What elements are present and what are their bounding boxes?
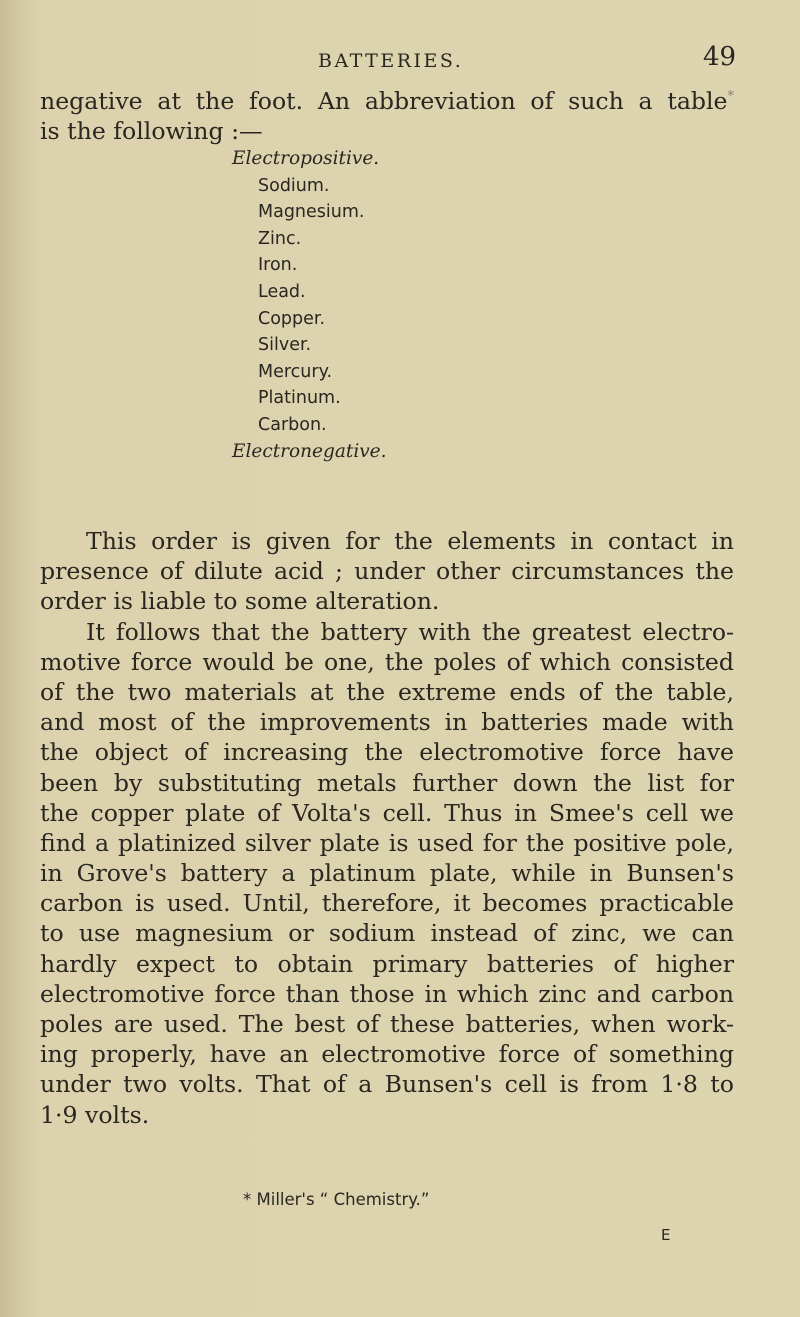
intro-line-1: negative at the foot. An abbreviation of such a table*	[40, 87, 734, 115]
paragraph-line: order is liable to some alteration.	[40, 587, 440, 616]
footnote: * Miller's “ Chemistry.”	[243, 1190, 430, 1209]
paragraph-line: hardly expect to obtain primary batteries of higher	[40, 949, 734, 978]
running-head: BATTERIES.	[318, 50, 464, 72]
paragraph-line: poles are used. The best of these batteries, when work-	[40, 1010, 734, 1038]
paragraph-line: under two volts. That of a Bunsen's cell is from 1·8 to	[40, 1070, 734, 1099]
paragraph-line: It follows that the battery with the greatest electro-	[86, 617, 734, 646]
paragraph-line: been by substituting metals further down the list for	[40, 768, 734, 797]
footnote-mark: *	[727, 89, 734, 105]
page-number: 49	[703, 42, 737, 72]
electrochemical-series-table	[232, 146, 387, 465]
table-element: Carbon.	[258, 414, 327, 435]
signature-mark: E	[661, 1226, 671, 1244]
paragraph-line: the object of increasing the electromotive force have	[40, 738, 734, 767]
table-element: Mercury.	[258, 361, 333, 382]
main-text	[40, 526, 734, 1130]
table-element: Copper.	[258, 308, 326, 329]
table-element: Sodium.	[258, 175, 330, 196]
paragraph-line: 1·9 volts.	[40, 1100, 150, 1129]
page-header	[0, 42, 800, 82]
paragraph-line: electromotive force than those in which zinc and carbon	[40, 979, 734, 1008]
paragraph-line: the copper plate of Volta's cell. Thus in Smee's cell we	[40, 798, 734, 827]
table-bottom-label: Electronegative.	[232, 440, 387, 462]
paragraph-line: ing properly, have an electromotive force of something	[40, 1040, 734, 1069]
paragraph-line: carbon is used. Until, therefore, it becomes practicable	[40, 889, 734, 918]
paragraph-line: to use magnesium or sodium instead of zinc, we can	[40, 919, 734, 948]
table-element: Zinc.	[258, 228, 302, 249]
intro-line-2: is the following :—	[40, 117, 263, 146]
table-element: Iron.	[258, 255, 298, 276]
paragraph-line: of the two materials at the extreme ends of the table,	[40, 677, 734, 706]
table-element: Lead.	[258, 281, 306, 302]
paragraph-line: and most of the improvements in batteries made with	[40, 708, 734, 737]
paragraph-line: This order is given for the elements in contact in	[86, 527, 734, 555]
intro-text	[40, 86, 734, 146]
paragraph-line: find a platinized silver plate is used for the positive pole,	[40, 828, 734, 857]
paragraph-line: motive force would be one, the poles of which consisted	[40, 647, 734, 676]
paragraph-line: presence of dilute acid ; under other circumstances the	[40, 557, 734, 586]
table-element: Magnesium.	[258, 202, 365, 223]
table-element: Silver.	[258, 335, 312, 356]
paragraph-line: in Grove's battery a platinum plate, while in Bunsen's	[40, 859, 734, 888]
table-top-label: Electropositive.	[232, 148, 380, 169]
table-element: Platinum.	[258, 388, 341, 409]
